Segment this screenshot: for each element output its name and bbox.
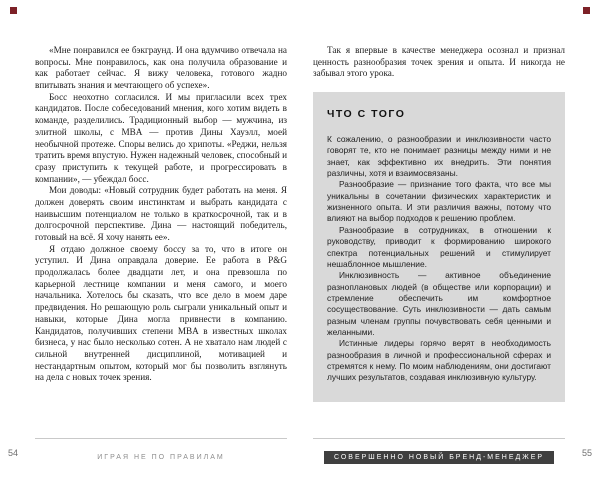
callout-paragraph: Разнообразие — признание того факта, что все мы уникальны в сочетании физических характеристик и жизненного опыта. И эти различия важны, потому что влияют на выбор подходов к решению проблем.	[327, 179, 551, 224]
right-running-title: СОВЕРШЕННО НОВЫЙ БРЕНД-МЕНЕДЖЕР	[324, 451, 554, 464]
callout-paragraph: Истинные лидеры горячо верят в необходимость разнообразия в личной и профессиональной сферах и стремятся к нему. По моим наблюдениям, они достигают лучших результатов, создавая инклюзивную культуру.	[327, 338, 551, 383]
callout-paragraph: Разнообразие в сотрудниках, в отношении к руководству, приводит к формированию широкого спектра потенциальных решений и стимулирует нешаблонное мышление.	[327, 224, 551, 269]
paragraph: Я отдаю должное своему боссу за то, что в итоге он уступил. И Дина оправдала доверие. Ее работа в P&G продолжалась более двадцати лет, и она превзошла по карьерной лестнице компании и меня самого, и моего начальника. Хотелось бы сказать, что все дело в моем даре предвидения. Но решающую роль сыграли уникальный опыт и навыки, которые Дина могла привнести в компанию. Кандидатов, получивших степени MBA в известных школах бизнеса, у нас было несколько сотен. А не хватало нам людей с сильной внутренней дисциплиной, мотивацией и нестандартным опытом, который мог бы позволить взглянуть на дела с новых точек зрения.	[35, 243, 287, 383]
callout-title: ЧТО С ТОГО	[327, 108, 406, 121]
right-footer	[313, 438, 565, 464]
right-page-body	[313, 45, 565, 402]
paragraph: Босс неохотно согласился. И мы пригласили всех трех кандидатов. После собеседований мнения, кого хотим видеть в команде, разделились. Традиционный выбор — мужчина, из элитной школы, с MBA — против Дины Хауэлл, моей необычной протеже. Споры велись до хрипоты. «Реджи, нельзя тратить время впустую. Нужен надежный человек, способный и сразу приступить к текущей работе, и прогрессировать в компании», — убеждал босс.	[35, 91, 287, 184]
paragraph: Мои доводы: «Новый сотрудник будет работать на меня. Я должен доверять своим инстинктам и выбрать кандидата с наивысшим потенциалом не только в краткосрочной, так и в долгосрочной перспективе. Дина — настоящий победитель, готовый на всё. Я хочу нанять ее».	[35, 185, 287, 242]
callout-paragraph: Инклюзивность — активное объединение разноплановых людей (в обществе или корпорации) и стремление обеспечить им комфортное сосуществование. Суть инклюзивности — дать самым разным членам группы почувствовать себя ценными и желанными.	[327, 270, 551, 337]
callout-box	[313, 92, 565, 402]
left-running-title: ИГРАЯ НЕ ПО ПРАВИЛАМ	[97, 454, 225, 461]
left-footer	[35, 438, 287, 464]
callout-paragraph: К сожалению, о разнообразии и инклюзивности часто говорят те, кто не понимает разницы между ними и не знает, как эффективно их внедрить. Эти понятия различны, хотя и взаимосвязаны.	[327, 134, 551, 179]
paragraph: «Мне понравился ее бэкграунд. И она вдумчиво отвечала на вопросы. Мне понравилось, как она получила образование и как работает сейчас. Я вижу человека, готового жадно впитывать знания и мечтающего об успехе».	[35, 45, 287, 91]
intro-paragraph: Так я впервые в качестве менеджера осознал и признал ценность разнообразия точек зрения и опыта. И никогда не забывал этого урока.	[313, 45, 565, 79]
page-right	[300, 0, 600, 492]
left-page-body	[35, 45, 287, 384]
page-number-left: 54	[8, 448, 19, 458]
page-number-right: 55	[581, 448, 592, 458]
